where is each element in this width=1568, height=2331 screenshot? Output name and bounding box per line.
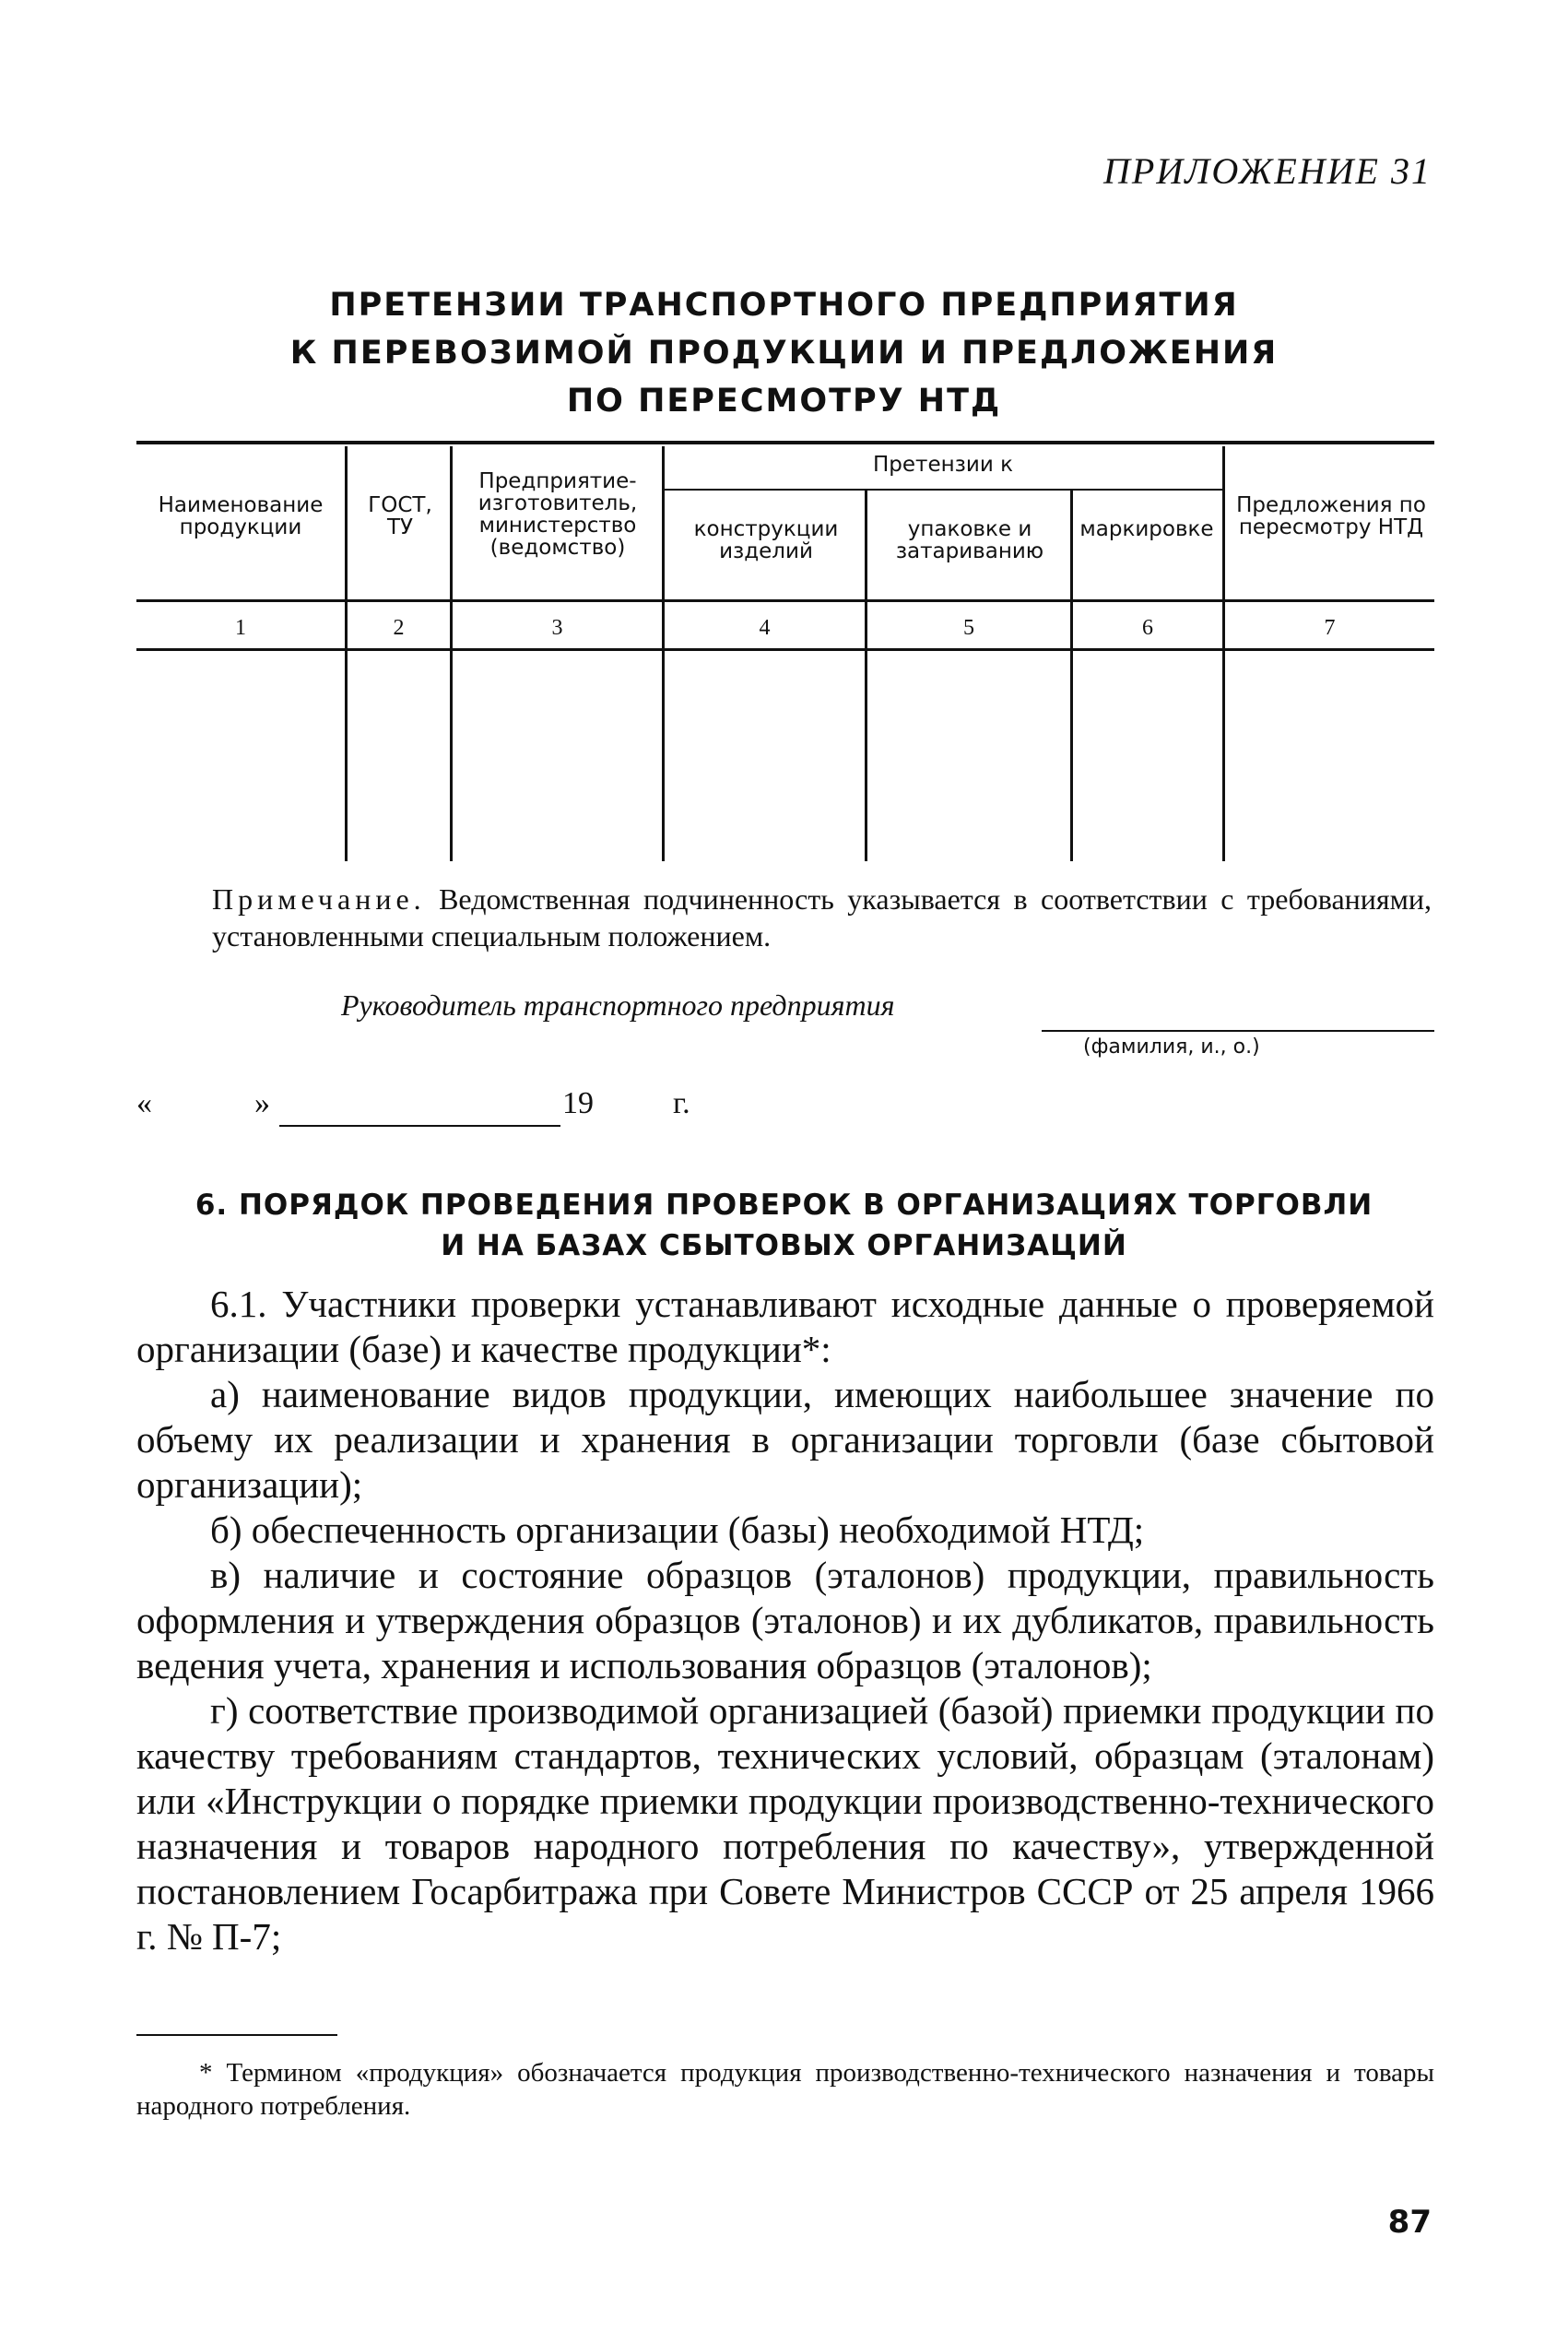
col-divider-6 bbox=[1222, 446, 1225, 861]
section-heading bbox=[0, 1185, 1568, 1266]
col-number: 1 bbox=[235, 616, 246, 640]
col-number: 7 bbox=[1324, 616, 1336, 640]
header-marking: маркировке bbox=[1079, 517, 1214, 541]
paragraph: б) обеспеченность организации (базы) необходимой НТД; bbox=[210, 1509, 1145, 1551]
col-number: 2 bbox=[393, 616, 405, 640]
signature-line bbox=[1042, 1030, 1434, 1032]
signature-label: Руководитель транспортного предприятия bbox=[341, 988, 895, 1022]
col-number: 3 bbox=[551, 616, 563, 640]
col-divider-3 bbox=[662, 446, 665, 861]
header-packaging: упаковке и затариванию bbox=[895, 517, 1044, 563]
paragraph: г) соответствие производимой организацией (базой) приемки продукции по качеству требованиям стандартов, технических условий, образцам (эталонам) или «Инструкции о порядке приемки продукции производственно-технического назначения и товаров народного потребления по качеству», утвержденной постановлением Госарбитража при Совете Министров СССР от 25 апреля 1966 г. № П-7; bbox=[136, 1689, 1434, 1958]
table-top-rule bbox=[136, 441, 1434, 444]
col-divider-4 bbox=[865, 491, 867, 861]
title-line-3: ПО ПЕРЕСМОТРУ НТД bbox=[566, 383, 1002, 420]
header-manufacturer: Предприятие-изготовитель, министерство (ведомство) bbox=[477, 469, 638, 560]
footnote-rule bbox=[136, 2034, 337, 2036]
paragraph: а) наименование видов продукции, имеющих наибольшее значение по объему их реализации и хранения в организации торговли (базе сбытовой организации); bbox=[136, 1373, 1434, 1506]
claims-table bbox=[136, 441, 1434, 870]
header-claims-group: Претензии к bbox=[873, 453, 1013, 477]
col-number: 5 bbox=[963, 616, 974, 640]
claims-group-rule bbox=[664, 489, 1222, 491]
appendix-label: ПРИЛОЖЕНИЕ 31 bbox=[1103, 150, 1432, 192]
page-number: 87 bbox=[1387, 2204, 1432, 2241]
numbers-bottom-rule bbox=[136, 648, 1434, 651]
title-line-1: ПРЕТЕНЗИИ ТРАНСПОРТНОГО ПРЕДПРИЯТИЯ bbox=[329, 287, 1239, 324]
title-line-2: К ПЕРЕВОЗИМОЙ ПРОДУКЦИИ И ПРЕДЛОЖЕНИЯ bbox=[289, 335, 1279, 372]
note-text: Ведомственная подчиненность указывается в соответствии с требованиями, установленными специальным положением. bbox=[212, 882, 1432, 953]
col-number: 6 bbox=[1142, 616, 1153, 640]
signature-hint: (фамилия, и., о.) bbox=[1083, 1035, 1260, 1059]
col-divider-1 bbox=[345, 446, 348, 861]
paragraph: в) наличие и состояние образцов (эталонов) продукции, правильность оформления и утверждения образцов (эталонов) и их дубликатов, правильность ведения учета, хранения и использования образцов (эталонов); bbox=[136, 1554, 1434, 1686]
paragraph: 6.1. Участники проверки устанавливают исходные данные о проверяемой организации (базе) и качестве продукции*: bbox=[136, 1283, 1434, 1370]
date-year: 19 bbox=[562, 1086, 594, 1120]
header-product-name: Наименование продукции bbox=[158, 493, 324, 539]
header-gost-tu: ГОСТ, ТУ bbox=[368, 493, 432, 539]
date-close-quote: » bbox=[254, 1086, 270, 1120]
body-text bbox=[136, 1282, 1434, 1959]
col-divider-2 bbox=[450, 446, 453, 861]
col-number: 4 bbox=[759, 616, 771, 640]
section-heading-line-1: 6. ПОРЯДОК ПРОВЕДЕНИЯ ПРОВЕРОК В ОРГАНИЗАЦИЯХ ТОРГОВЛИ bbox=[195, 1189, 1373, 1222]
header-construction: конструкции изделий bbox=[693, 517, 839, 563]
date-open-quote: « bbox=[136, 1086, 152, 1120]
header-proposals: Предложения по пересмотру НТД bbox=[1236, 493, 1426, 539]
footnote-text: * Термином «продукция» обозначается продукция производственно-технического назначения и товары народного потребления. bbox=[136, 2058, 1434, 2121]
table-note bbox=[212, 881, 1432, 954]
footnote bbox=[136, 2056, 1434, 2123]
header-bottom-rule bbox=[136, 599, 1434, 602]
date-underline bbox=[279, 1125, 560, 1127]
date-suffix: г. bbox=[673, 1086, 690, 1120]
document-title bbox=[0, 281, 1568, 425]
note-label: Примечание. bbox=[212, 882, 426, 916]
col-divider-5 bbox=[1070, 491, 1073, 861]
section-heading-line-2: И НА БАЗАХ СБЫТОВЫХ ОРГАНИЗАЦИЙ bbox=[441, 1229, 1127, 1262]
